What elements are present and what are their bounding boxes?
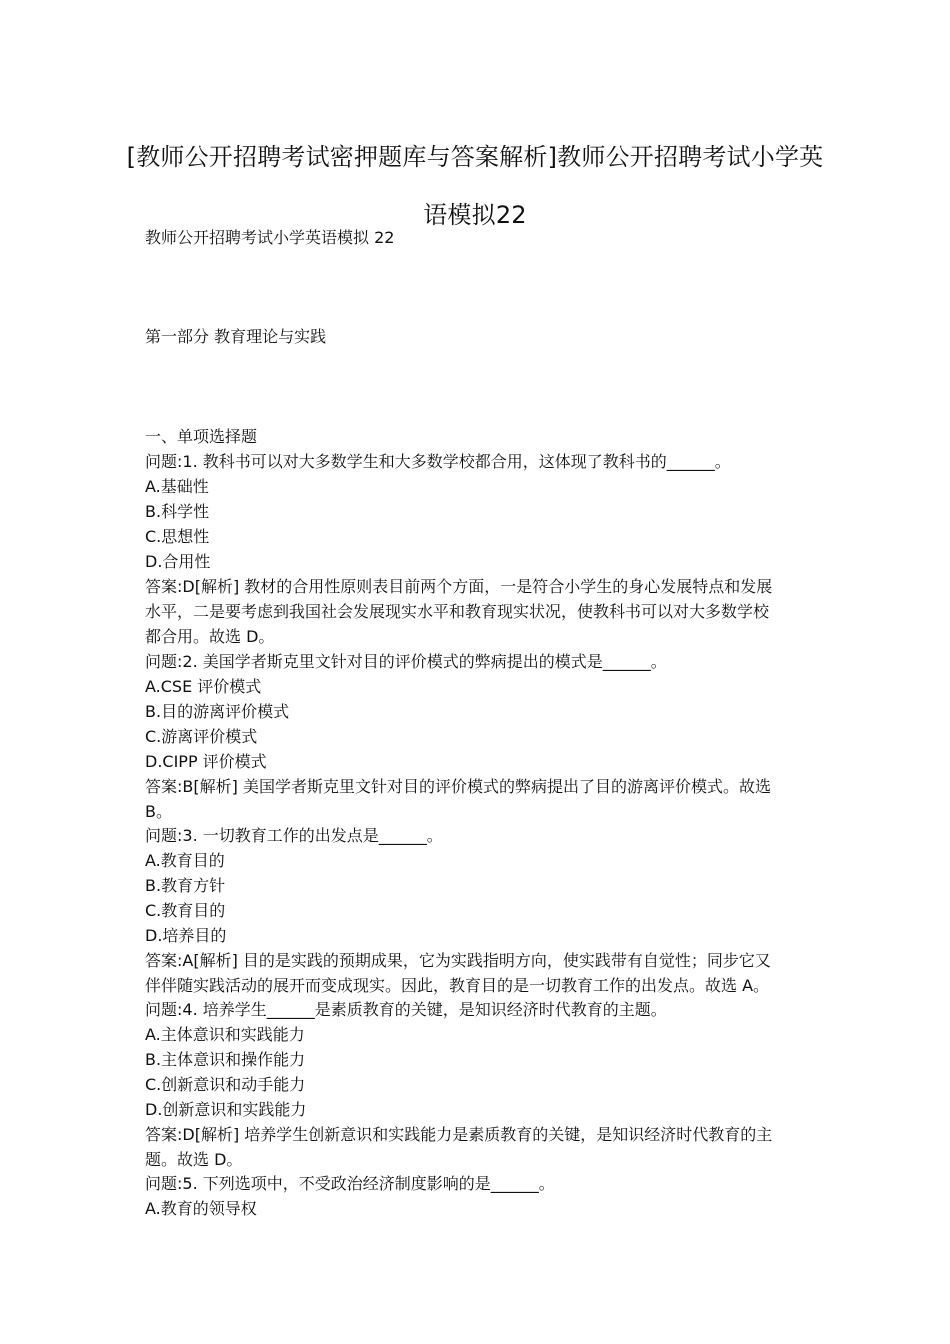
answer-explanation: 水平，二是要考虑到我国社会发展现实水平和教育现实状况，使教科书可以对大多数学校 [145, 602, 770, 621]
option: B.目的游离评价模式 [145, 702, 290, 721]
option: B.科学性 [145, 502, 210, 521]
answer-explanation: 题。故选 D。 [145, 1150, 243, 1169]
option: A.教育的领导权 [145, 1199, 257, 1218]
question-stem: 问题:5. 下列选项中，不受政治经济制度影响的是______。 [145, 1174, 555, 1193]
option: C.创新意识和动手能力 [145, 1075, 306, 1094]
option: D.培养目的 [145, 926, 227, 945]
option: D.CIPP 评价模式 [145, 752, 267, 771]
answer-explanation: B。 [145, 802, 172, 821]
option: C.教育目的 [145, 901, 226, 920]
option: C.游离评价模式 [145, 727, 258, 746]
option: A.基础性 [145, 477, 209, 496]
question-stem: 问题:1. 教科书可以对大多数学生和大多数学校都合用，这体现了教科书的______。 [145, 452, 731, 471]
option: A.教育目的 [145, 851, 225, 870]
option: A.主体意识和实践能力 [145, 1025, 305, 1044]
option: D.合用性 [145, 552, 211, 571]
question-stem: 问题:3. 一切教育工作的出发点是______。 [145, 826, 443, 845]
answer-explanation: 答案:B[解析] 美国学者斯克里文针对目的评价模式的弊病提出了目的游离评价模式。故选 [145, 777, 771, 796]
answer-explanation: 答案:A[解析] 目的是实践的预期成果，它为实践指明方向，使实践带有自觉性；同步它又 [145, 951, 771, 970]
section-heading: 一、单项选择题 [145, 427, 258, 446]
answer-explanation: 伴伴随实践活动的展开而变成现实。因此，教育目的是一切教育工作的出发点。故选 A。 [145, 976, 770, 995]
title-line-1: [教师公开招聘考试密押题库与答案解析]教师公开招聘考试小学英 [126, 143, 824, 171]
answer-explanation: 都合用。故选 D。 [145, 627, 275, 646]
question-stem: 问题:2. 美国学者斯克里文针对目的评价模式的弊病提出的模式是______。 [145, 652, 667, 671]
answer-explanation: 答案:D[解析] 培养学生创新意识和实践能力是素质教育的关键，是知识经济时代教育的主 [145, 1125, 773, 1144]
answer-explanation: 答案:D[解析] 教材的合用性原则表目前两个方面，一是符合小学生的身心发展特点和发展 [145, 577, 773, 596]
option: A.CSE 评价模式 [145, 677, 262, 696]
part-heading: 第一部分 教育理论与实践 [145, 327, 327, 346]
subtitle: 教师公开招聘考试小学英语模拟 22 [145, 228, 395, 247]
title-line-2: 语模拟22 [423, 201, 527, 229]
option: C.思想性 [145, 527, 210, 546]
question-stem: 问题:4. 培养学生______是素质教育的关键，是知识经济时代教育的主题。 [145, 1000, 667, 1019]
option: B.主体意识和操作能力 [145, 1050, 306, 1069]
option: D.创新意识和实践能力 [145, 1100, 307, 1119]
option: B.教育方针 [145, 876, 226, 895]
